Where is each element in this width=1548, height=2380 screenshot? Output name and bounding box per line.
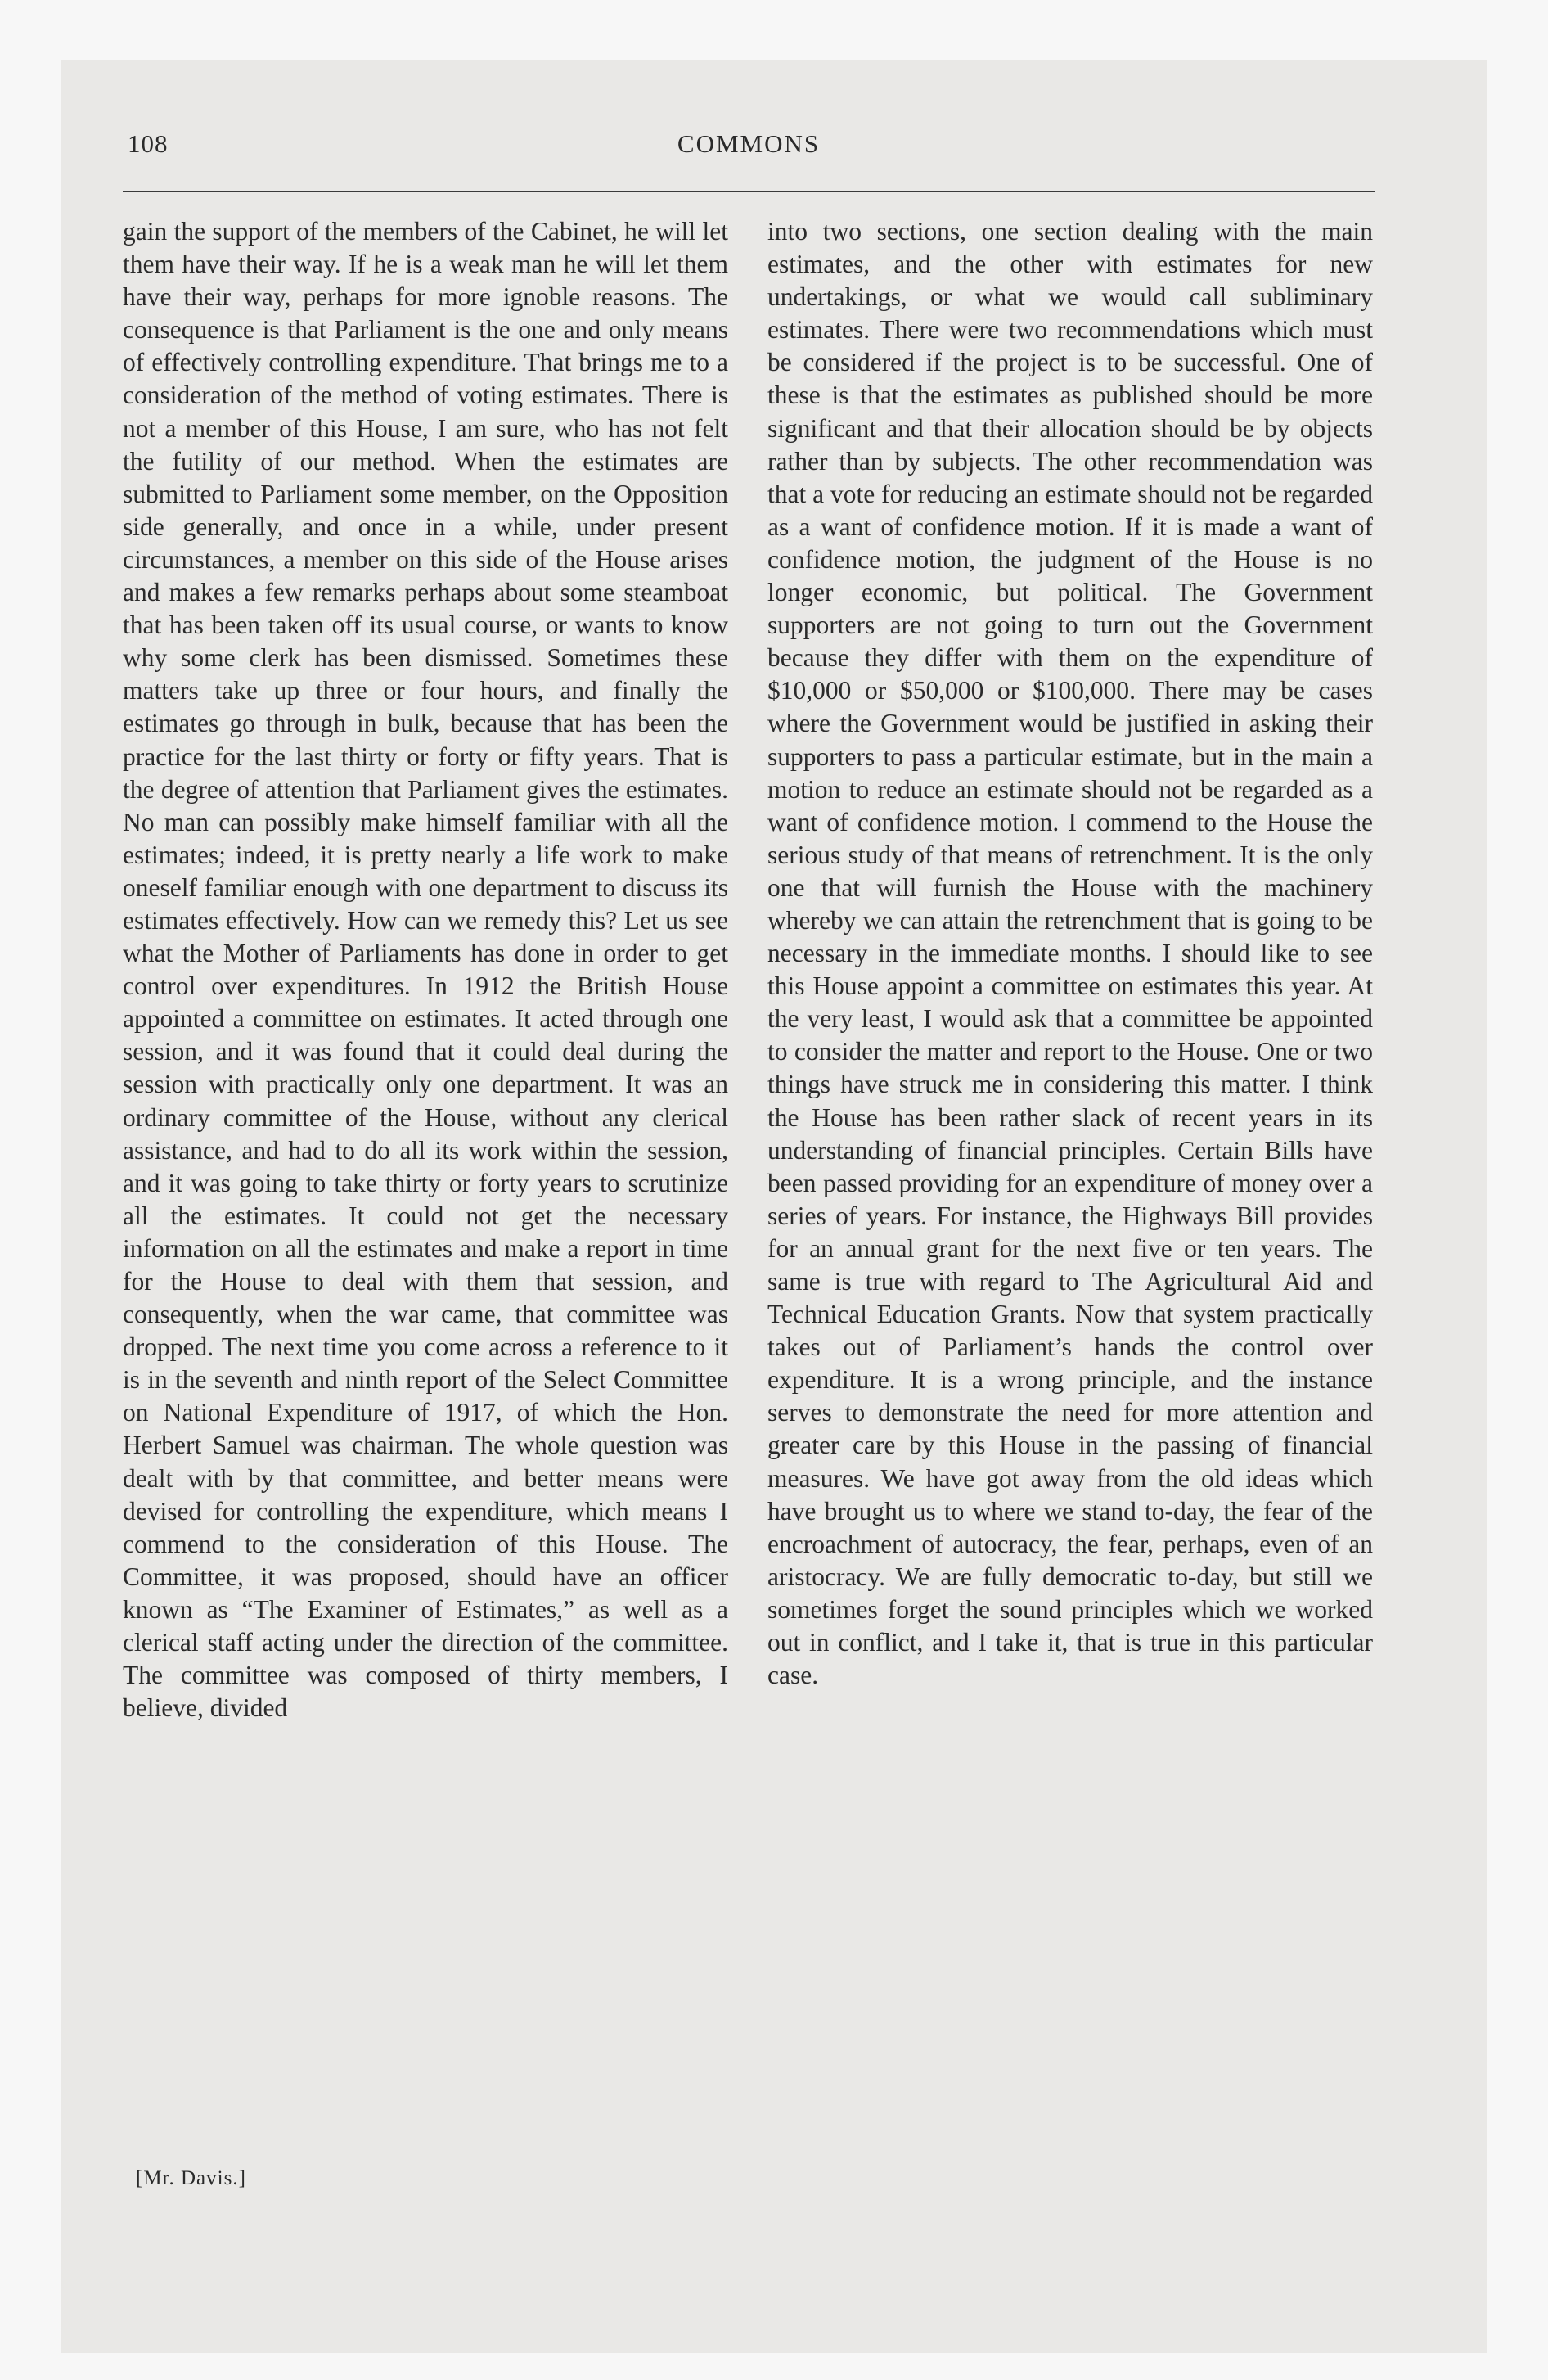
speaker-attribution: [Mr. Davis.] xyxy=(136,2167,246,2189)
running-header xyxy=(123,129,1375,170)
document-page xyxy=(123,0,1432,2380)
right-column-text: into two sections, one section dealing with the main estimates, and the other with estimates for new undertakings, or what we would call subliminary estimates. There were two recommendations which must be considered if the project is to be successful. One of these is that the estimates as published should be more significant and that their allocation should be by objects rather than by subjects. The other recommendation was that a vote for reducing an estimate should not be regarded as a want of confidence motion. If it is made a want of confidence motion, the judgment of the House is no longer economic, but political. The Government supporters are not going to turn out the Government because they differ with them on the expenditure of $10,000 or $50,000 or $100,000. There may be cases where the Government would be justified in asking their supporters to pass a particular estimate, but in the main a motion to reduce an estimate should not be regarded as a want of confidence motion. I commend to the House the serious study of that means of retrenchment. It is the only one that will furnish the House with the machinery whereby we can attain the retrenchment that is going to be necessary in the immediate months. I should like to see this House appoint a committee on estimates this year. At the very least, I would ask that a committee be appointed to consider the matter and report to the House. One or two things have struck me in considering this matter. I think the House has been rather slack of recent years in its understanding of financial principles. Certain Bills have been passed providing for an expenditure of money over a series of years. For instance, the Highways Bill provides for an annual grant for the next five or ten years. The same is true with regard to The Agricultural Aid and Technical Education Grants. Now that system practically takes out of Parliament’s hands the control over expenditure. It is a wrong principle, and the instance serves to demonstrate the need for more attention and greater care by this House in the passing of financial measures. We have got away from the old ideas which have brought us to where we stand to-day, the fear of the encroachment of autocracy, the fear, perhaps, even of an aristocracy. We are fully democratic to-day, but still we sometimes forget the sound principles which we worked out in conflict, and I take it, that is true in this particular case. xyxy=(767,217,1373,1690)
section-title: COMMONS xyxy=(677,129,821,158)
header-rule xyxy=(123,191,1375,192)
page-number: 108 xyxy=(128,129,169,158)
left-column-text: gain the support of the members of the Cabinet, he will let them have their way. If he is a weak man he will let them have their way, perhaps for more ignoble reasons. The consequence is that Parliament is the one and only means of effectively controlling expenditure. That brings me to a consideration of the method of voting estimates. There is not a member of this House, I am sure, who has not felt the futility of our method. When the estimates are submitted to Parliament some member, on the Opposition side generally, and once in a while, under present circumstances, a member on this side of the House arises and makes a few remarks perhaps about some steamboat that has been taken off its usual course, or wants to know why some clerk has been dismissed. Sometimes these matters take up three or four hours, and finally the estimates go through in bulk, because that has been the practice for the last thirty or forty or fifty years. That is the degree of attention that Parliament gives the estimates. No man can possibly make himself familiar with all the estimates; indeed, it is pretty nearly a life work to make oneself familiar enough with one department to discuss its estimates effectively. How can we remedy this? Let us see what the Mother of Parliaments has done in order to get control over expenditures. In 1912 the British House appointed a committee on estimates. It acted through one session, and it was found that it could deal during the session with practically only one department. It was an ordinary committee of the House, without any clerical assistance, and had to do all its work within the session, and it was going to take thirty or forty years to scrutinize all the estimates. It could not get the necessary information on all the estimates and make a report in time for the House to deal with them that session, and consequently, when the war came, that committee was dropped. The next time you come across a reference to it is in the seventh and ninth report of the Select Committee on National Expenditure of 1917, of which the Hon. Herbert Samuel was chairman. The whole question was dealt with by that committee, and better means were devised for controlling the expenditure, which means I commend to the consideration of this House. The Committee, it was proposed, should have an officer known as “The Examiner of Estimates,” as well as a clerical staff acting under the direction of the committee. The committee was composed of thirty members, I believe, divided xyxy=(123,217,728,1723)
